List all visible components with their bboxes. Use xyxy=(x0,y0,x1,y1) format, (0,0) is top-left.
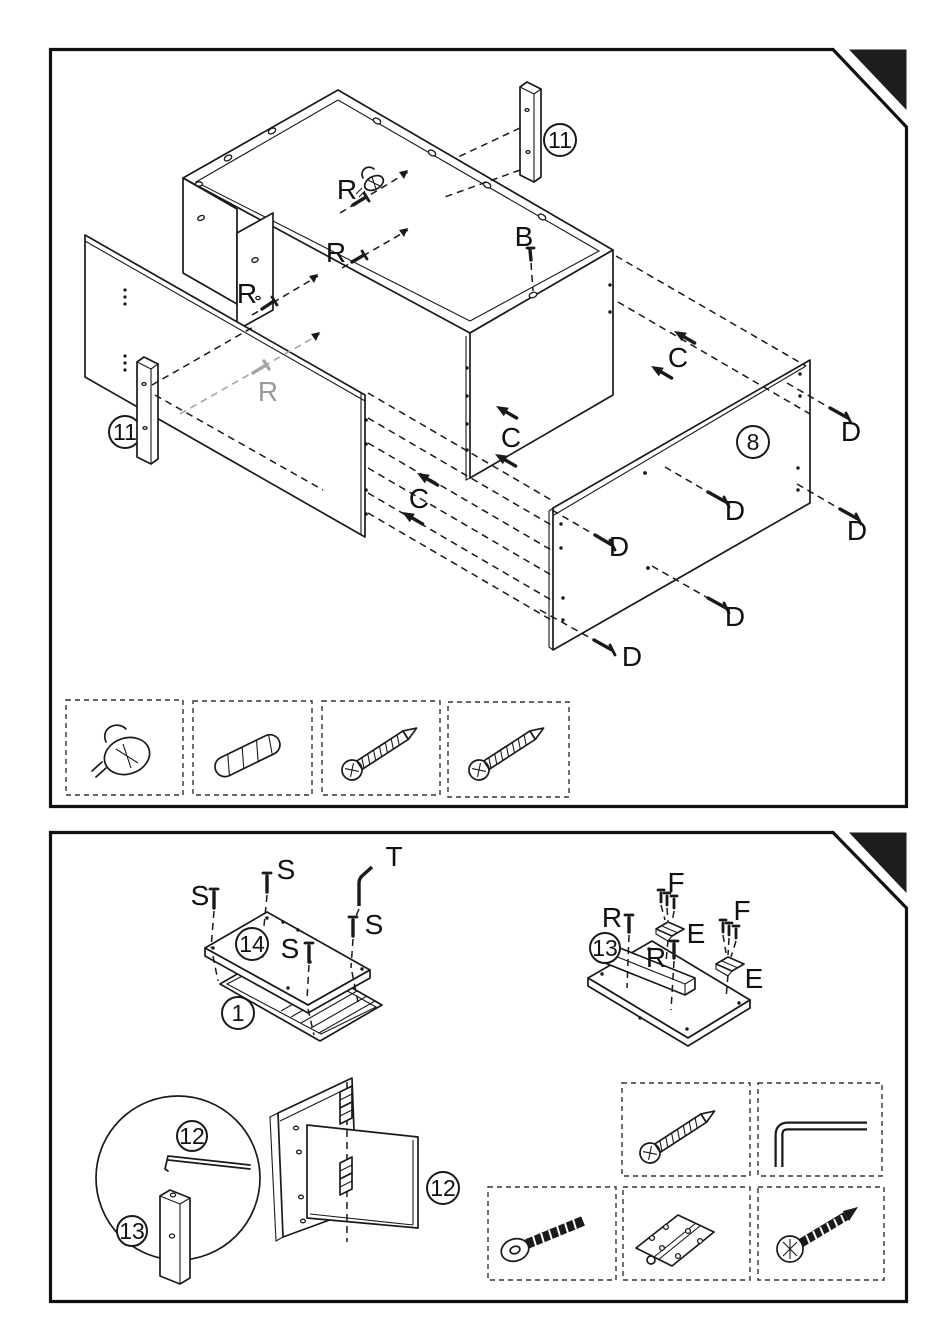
part-label-detail-rod: 12 xyxy=(179,1123,205,1149)
part-label-door: 12 xyxy=(430,1175,456,1201)
fastener-label-d4: D xyxy=(608,531,630,562)
fastener-label-r1: R xyxy=(601,902,623,933)
fastener-label-e2: E xyxy=(744,963,764,994)
fastener-label-b: B xyxy=(514,221,534,252)
part-label-post-board: 13 xyxy=(592,935,618,961)
part-label-strip-right: 11 xyxy=(548,127,572,153)
fastener-label-d5: D xyxy=(724,601,746,632)
fastener-label-s3: S xyxy=(280,933,300,964)
part-label-back-panel: 8 xyxy=(746,429,760,455)
fastener-label-e1: E xyxy=(686,918,706,949)
butt-hinge-icon xyxy=(636,1215,714,1266)
fastener-label-r2: R xyxy=(325,237,347,268)
part-label-detail-post: 13 xyxy=(119,1218,145,1244)
fastener-label-r-ghost: R xyxy=(257,376,279,407)
fastener-label-t: T xyxy=(385,841,403,872)
fastener-label-c2: C xyxy=(500,422,522,453)
magnifier-detail xyxy=(96,1096,260,1284)
detail-post xyxy=(160,1190,190,1284)
pan-head-screw-icon xyxy=(777,1207,858,1262)
hardware-box-screw xyxy=(622,1083,750,1176)
allen-key-icon xyxy=(779,1126,867,1167)
fastener-label-d1: D xyxy=(840,416,862,447)
step-2-hardware-grid xyxy=(488,1083,884,1280)
fastener-label-c3: C xyxy=(408,483,430,514)
machine-bolt-icon xyxy=(498,1219,583,1265)
fastener-label-r2: R xyxy=(645,942,667,973)
part-label-shelf-panel: 14 xyxy=(239,931,265,957)
fastener-label-s2: S xyxy=(276,854,296,885)
fastener-label-d3: D xyxy=(724,495,746,526)
fastener-label-r3: R xyxy=(236,278,258,309)
fastener-label-s4: S xyxy=(364,909,384,940)
chipboard-screw-icon xyxy=(636,1103,720,1167)
fastener-label-r1: R xyxy=(336,174,358,205)
part-label-strip-left: 11 xyxy=(113,419,137,445)
fastener-label-d2: D xyxy=(846,515,868,546)
fastener-label-f2: F xyxy=(733,895,751,926)
fastener-label-d6: D xyxy=(621,641,643,672)
fastener-label-s1: S xyxy=(190,880,210,911)
fastener-label-c1: C xyxy=(667,342,689,373)
hinge-icon-2 xyxy=(716,957,744,976)
hinge-icon-1 xyxy=(656,922,684,941)
part-label-slat-frame: 1 xyxy=(231,1000,245,1026)
page-corner-fold xyxy=(849,833,907,894)
fastener-label-f1: F xyxy=(667,867,685,898)
door-panel xyxy=(307,1125,418,1228)
